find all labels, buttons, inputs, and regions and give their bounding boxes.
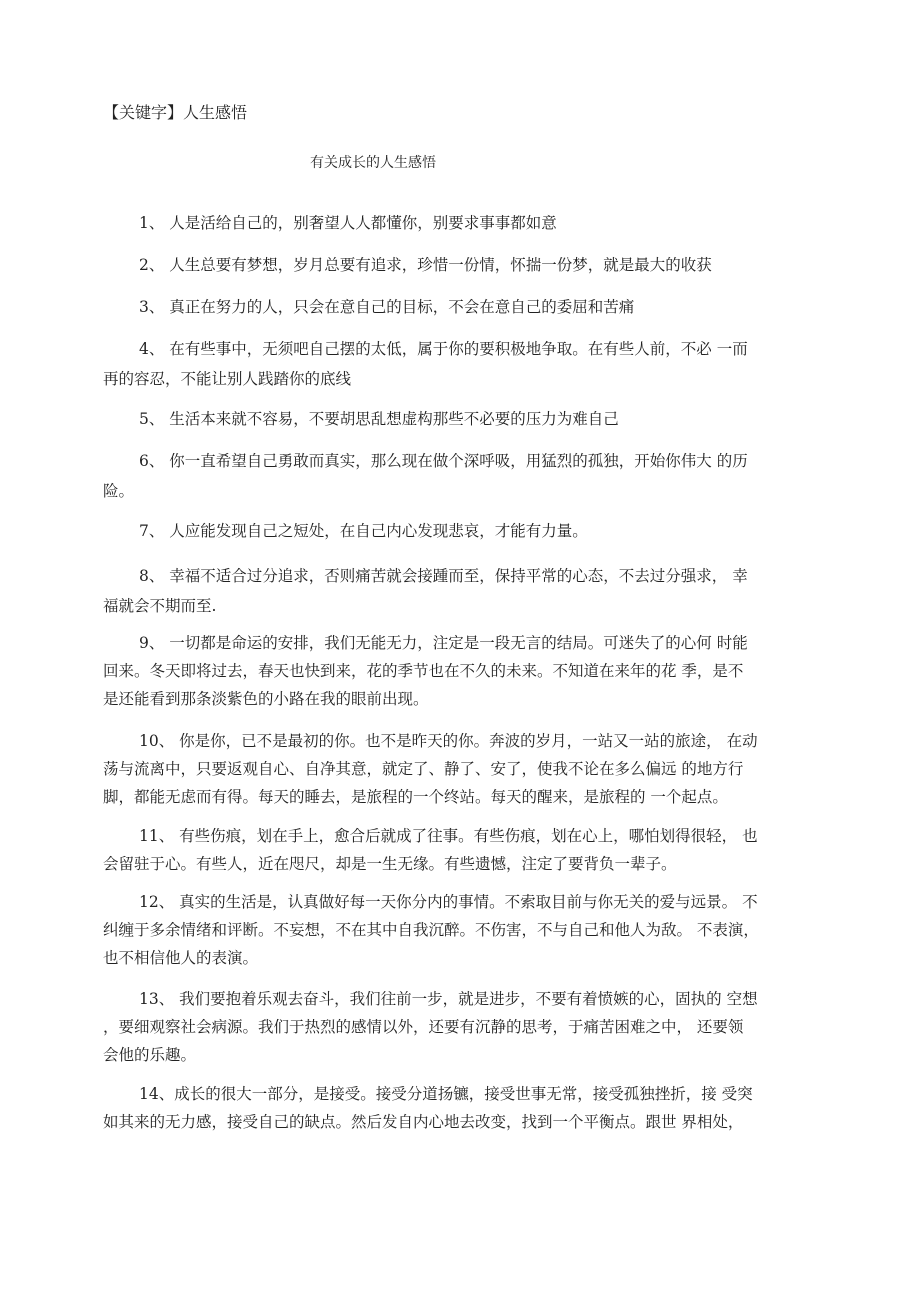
paragraph-3 <box>103 292 833 322</box>
paragraph-line: 3、 真正在努力的人，只会在意自己的目标，不会在意自己的委屈和苦痛 <box>139 298 635 316</box>
document-title: 有关成长的人生感悟 <box>310 155 436 171</box>
paragraph-line: 纠缠于多余情绪和评断。不妄想，不在其中自我沉醉。不伤害，不与自己和他人为敌。 不表演， <box>103 921 759 939</box>
keyword-line: 【关键字】人生感悟 <box>103 103 248 122</box>
paragraph-2 <box>103 250 833 280</box>
paragraph-line: ，要细观察社会病源。我们于热烈的感情以外，还要有沉静的思考，于痛苦困难之中， 还要领 <box>103 1018 744 1036</box>
paragraph-line: 14、成长的很大一部分，是接受。接受分道扬镳，接受世事无常，接受孤独挫折，接 受突 <box>139 1085 753 1103</box>
paragraph-line: 再的容忍，不能让别人践踏你的底线 <box>103 370 352 388</box>
paragraph-12 <box>103 888 833 972</box>
paragraph-line: 回来。冬天即将过去，春天也快到来，花的季节也在不久的未来。不知道在来年的花 季，是不 <box>103 662 744 680</box>
paragraph-11 <box>103 822 833 878</box>
paragraph-line: 6、 你一直希望自己勇敢而真实，那么现在做个深呼吸，用猛烈的孤独，开始你伟大 的历 <box>139 452 748 470</box>
paragraph-4 <box>103 334 833 394</box>
paragraph-line: 8、 幸福不适合过分追求，否则痛苦就会接踵而至，保持平常的心态，不去过分强求， 幸 <box>139 567 748 585</box>
paragraph-line: 脚，都能无虑而有得。每天的睡去，是旅程的一个终站。每天的醒来，是旅程的 一个起点。 <box>103 788 728 806</box>
paragraph-1 <box>103 208 833 238</box>
paragraph-line: 11、 有些伤痕，划在手上，愈合后就成了往事。有些伤痕，划在心上，哪怕划得很轻， 也 <box>139 827 758 845</box>
paragraph-line: 福就会不期而至. <box>103 597 217 615</box>
paragraph-line: 7、 人应能发现自己之短处，在自己内心发现悲哀，才能有力量。 <box>139 522 588 540</box>
paragraph-6 <box>103 446 833 506</box>
paragraph-line: 是还能看到那条淡紫色的小路在我的眼前出现。 <box>103 690 429 708</box>
paragraph-line: 2、 人生总要有梦想，岁月总要有追求，珍惜一份情，怀揣一份梦，就是最大的收获 <box>139 256 712 274</box>
paragraph-line: 如其来的无力感，接受自己的缺点。然后发自内心地去改变，找到一个平衡点。跟世 界相处， <box>103 1113 744 1131</box>
paragraph-line: 会他的乐趣。 <box>103 1046 197 1064</box>
paragraph-line: 13、 我们要抱着乐观去奋斗，我们往前一步，就是进步，不要有着愤嫉的心，固执的 空想 <box>139 990 758 1008</box>
paragraph-8 <box>103 561 833 621</box>
paragraph-14 <box>103 1080 833 1136</box>
paragraph-5 <box>103 404 833 434</box>
paragraph-9 <box>103 629 833 713</box>
paragraph-line: 10、 你是你，已不是最初的你。也不是昨天的你。奔波的岁月，一站又一站的旅途， 在动 <box>139 732 758 750</box>
paragraph-13 <box>103 985 833 1069</box>
paragraph-line: 1、 人是活给自己的，别奢望人人都懂你，别要求事事都如意 <box>139 214 557 232</box>
paragraph-line: 险。 <box>103 482 135 500</box>
paragraph-line: 12、 真实的生活是，认真做好每一天你分内的事情。不索取目前与你无关的爱与远景。 不 <box>139 893 758 911</box>
paragraph-line: 4、 在有些事中，无须吧自己摆的太低，属于你的要积极地争取。在有些人前，不必 一而 <box>139 340 748 358</box>
paragraph-line: 5、 生活本来就不容易，不要胡思乱想虚构那些不必要的压力为难自己 <box>139 410 619 428</box>
paragraph-10 <box>103 727 833 811</box>
paragraph-line: 也不相信他人的表演。 <box>103 949 259 967</box>
paragraph-line: 9、 一切都是命运的安排，我们无能无力，注定是一段无言的结局。可迷失了的心何 时能 <box>139 634 748 652</box>
paragraph-line: 会留驻于心。有些人，近在咫尺，却是一生无缘。有些遗憾，注定了要背负一辈子。 <box>103 855 677 873</box>
paragraph-7 <box>103 516 833 546</box>
paragraph-line: 荡与流离中，只要返观自心、自净其意，就定了、静了、安了，使我不论在多么偏远 的地方行 <box>103 760 744 778</box>
